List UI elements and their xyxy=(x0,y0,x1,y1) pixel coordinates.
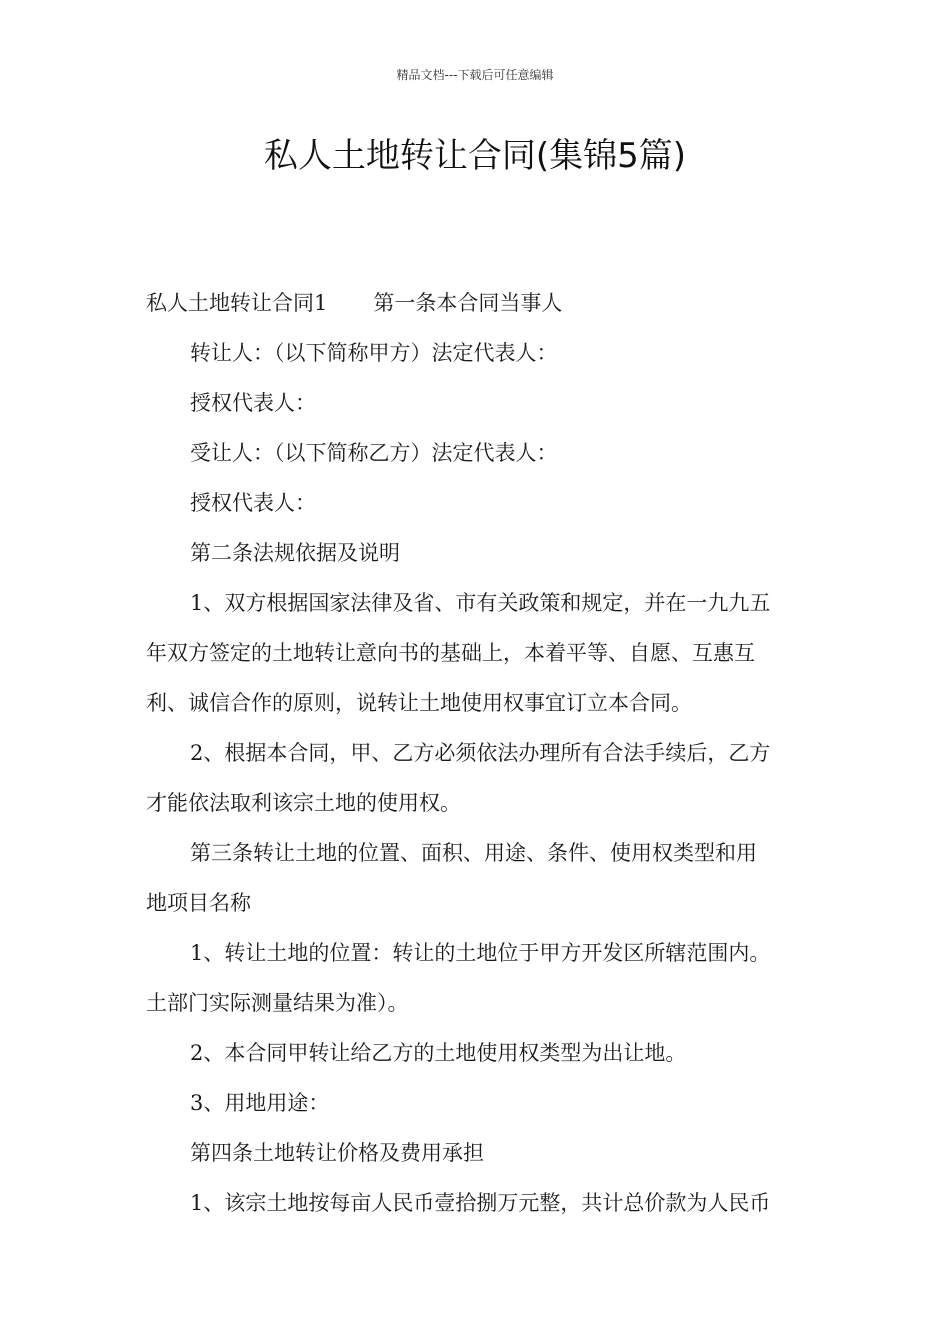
article-4-heading: 第四条土地转让价格及费用承担 xyxy=(190,1141,484,1165)
contract-1-heading-line xyxy=(146,287,810,317)
body-line: 授权代表人： xyxy=(190,491,316,515)
body-line: 3、用地用途： xyxy=(190,1091,330,1115)
contract-1-heading: 私人土地转让合同1 xyxy=(146,291,328,315)
body-line: 年双方签定的土地转让意向书的基础上，本着平等、自愿、互惠互 xyxy=(146,641,755,665)
body-line: 转让人：（以下简称甲方）法定代表人： xyxy=(190,341,558,365)
body-line: 受让人：（以下简称乙方）法定代表人： xyxy=(190,441,558,465)
body-line: 2、根据本合同，甲、乙方必须依法办理所有合法手续后，乙方 xyxy=(190,741,771,765)
body-line: 1、转让土地的位置：转让的土地位于甲方开发区所辖范围内。 xyxy=(190,941,771,965)
body-line: 2、本合同甲转让给乙方的土地使用权类型为出让地。 xyxy=(190,1041,687,1065)
article-3-heading: 第三条转让土地的位置、面积、用途、条件、使用权类型和用 xyxy=(190,841,757,865)
body-line: 1、双方根据国家法律及省、市有关政策和规定，并在一九九五 xyxy=(190,591,771,615)
document-title: 私人土地转让合同(集锦5篇) xyxy=(263,136,687,176)
body-line: 才能依法取利该宗土地的使用权。 xyxy=(146,791,461,815)
page-header-note: 精品文档---下载后可任意编辑 xyxy=(396,68,554,82)
body-line: 1、该宗土地按每亩人民币壹拾捌万元整，共计总价款为人民币 xyxy=(190,1191,771,1215)
body-line: 授权代表人： xyxy=(190,391,316,415)
body-line: 利、诚信合作的原则，说转让土地使用权事宜订立本合同。 xyxy=(146,691,692,715)
body-line: 地项目名称 xyxy=(146,891,251,915)
article-2-heading: 第二条法规依据及说明 xyxy=(190,541,400,565)
body-line: 土部门实际测量结果为准）。 xyxy=(146,991,409,1015)
article-1-heading: 第一条本合同当事人 xyxy=(373,291,563,315)
